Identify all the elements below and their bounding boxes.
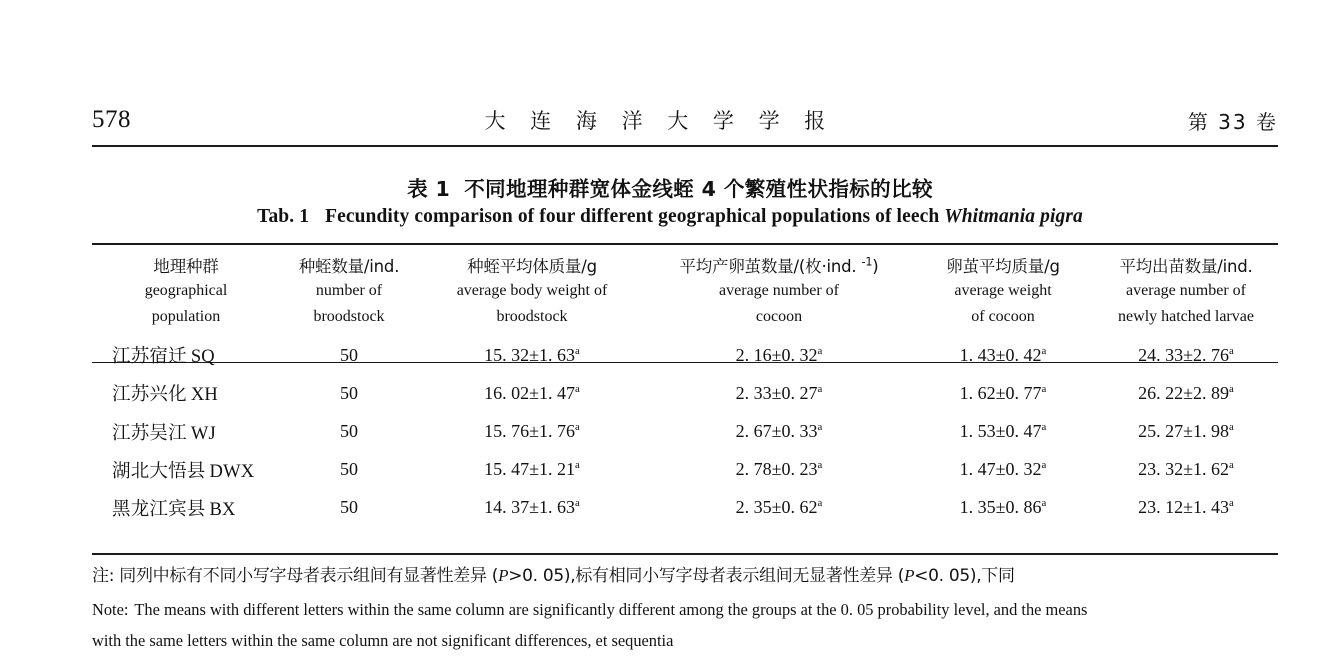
population-name: 湖北大悟县 — [112, 460, 206, 482]
page-number: 578 — [92, 106, 131, 133]
header-cn-cocoon-weight: 卵茧平均质量/g — [946, 257, 1060, 276]
population-name: 黑龙江宾县 — [112, 498, 206, 520]
table-number-en: Tab. 1 — [257, 206, 310, 227]
header-cn-broodstock-number: 种蛭数量/ind. — [298, 257, 400, 276]
note-cn-part1: 同列中标有不同小写字母者表示组间有显著性差异 ( — [119, 566, 499, 586]
cell-cocoon-number — [646, 489, 912, 527]
cell-cocoon-weight — [912, 489, 1094, 527]
value-cocoon-weight: 1. 35±0. 86 — [959, 497, 1042, 518]
header-en-population-line2: population — [151, 308, 221, 326]
cell-larvae-number — [1094, 374, 1278, 412]
header-cn-cocoon-number — [646, 256, 912, 278]
value-cocoon-weight: 1. 43±0. 42 — [959, 344, 1042, 365]
header-en-cocoon-weight-line2: of cocoon — [971, 308, 1035, 326]
table-notes — [92, 563, 1282, 656]
superscript-cocoon-number: a — [817, 382, 823, 395]
table-number-cn: 表 1 — [407, 177, 451, 201]
superscript-body-weight: a — [575, 421, 580, 434]
value-larvae-number: 24. 33±2. 76 — [1138, 344, 1230, 365]
header-en-broodstock-number-line1: number of — [315, 282, 383, 300]
table-row — [92, 412, 1278, 450]
population-name: 江苏吴江 — [112, 422, 187, 444]
note-cn-label: 注: — [92, 566, 115, 586]
volume-label: 第 33 卷 — [1187, 109, 1278, 134]
cell-cocoon-weight — [912, 451, 1094, 489]
table-caption-cn-text: 不同地理种群宽体金线蛭 4 个繁殖性状指标的比较 — [464, 177, 933, 201]
species-name: Whitmania pigra — [944, 206, 1083, 227]
superscript-body-weight: a — [575, 344, 580, 357]
cell-broodstock-number: 50 — [340, 459, 358, 480]
cell-broodstock-number: 50 — [340, 421, 358, 442]
value-cocoon-weight: 1. 47±0. 32 — [959, 459, 1042, 480]
header-en-population-line1: geographical — [144, 282, 228, 300]
superscript-cocoon-number: a — [817, 459, 823, 472]
column-header-body-weight — [418, 243, 646, 330]
value-larvae-number: 25. 27±1. 98 — [1138, 421, 1230, 442]
table-row — [92, 330, 1278, 374]
superscript-cocoon-number: a — [817, 421, 823, 434]
cell-broodstock-number: 50 — [340, 497, 358, 518]
cell-larvae-number — [1094, 412, 1278, 450]
table-caption-en-text: Fecundity comparison of four different geographical populations of leech — [325, 206, 940, 227]
cell-population — [92, 330, 280, 374]
value-larvae-number: 23. 32±1. 62 — [1138, 459, 1230, 480]
table-bottom-rule — [92, 553, 1278, 555]
cell-broodstock-number: 50 — [340, 382, 358, 403]
column-header-cocoon-weight — [912, 243, 1094, 330]
header-en-larvae-number-line1: average number of — [1126, 282, 1246, 300]
cell-larvae-number — [1094, 451, 1278, 489]
note-en-line2: with the same letters within the same column are not significant differences, et sequentia — [92, 630, 674, 650]
population-code: SQ — [190, 347, 215, 368]
cell-cocoon-number — [646, 412, 912, 450]
value-cocoon-number: 2. 78±0. 23 — [735, 459, 818, 480]
header-cn-cocoon-number-post: ) — [872, 257, 879, 276]
running-head — [92, 100, 1278, 140]
population-code: XH — [190, 385, 218, 406]
cell-cocoon-weight — [912, 374, 1094, 412]
cell-body-weight — [418, 412, 646, 450]
population-code: BX — [209, 499, 236, 520]
cell-cocoon-number — [646, 451, 912, 489]
header-en-larvae-number-line2: newly hatched larvae — [1118, 308, 1254, 326]
value-body-weight: 16. 02±1. 47 — [484, 382, 576, 403]
cell-population — [92, 451, 280, 489]
column-header-larvae-number — [1094, 243, 1278, 330]
value-body-weight: 15. 47±1. 21 — [484, 459, 576, 480]
header-cn-population: 地理种群 — [153, 257, 219, 276]
superscript-body-weight: a — [575, 497, 580, 510]
header-rule — [92, 145, 1278, 147]
table-header-row — [92, 243, 1278, 330]
value-cocoon-number: 2. 16±0. 32 — [735, 344, 818, 365]
superscript-cocoon-weight: a — [1041, 497, 1047, 510]
header-cn-body-weight: 种蛭平均体质量/g — [467, 257, 597, 276]
table-body — [92, 330, 1278, 527]
cell-body-weight — [418, 489, 646, 527]
value-larvae-number: 23. 12±1. 43 — [1138, 497, 1230, 518]
superscript-larvae-number: a — [1229, 497, 1234, 510]
cell-larvae-number — [1094, 330, 1278, 374]
header-en-body-weight-line1: average body weight of — [456, 282, 608, 300]
value-cocoon-number: 2. 67±0. 33 — [735, 421, 818, 442]
value-cocoon-weight: 1. 62±0. 77 — [959, 382, 1042, 403]
cell-population — [92, 412, 280, 450]
column-header-broodstock-number — [280, 243, 418, 330]
cell-larvae-number — [1094, 489, 1278, 527]
value-cocoon-number: 2. 33±0. 27 — [735, 382, 818, 403]
value-larvae-number: 26. 22±2. 89 — [1138, 382, 1230, 403]
superscript-body-weight: a — [575, 382, 580, 395]
header-en-cocoon-number-line2: cocoon — [755, 308, 803, 326]
superscript-cocoon-weight: a — [1041, 382, 1047, 395]
table-note-en — [92, 595, 1282, 656]
superscript-cocoon-weight: a — [1041, 421, 1047, 434]
table-caption-cn — [0, 172, 1340, 202]
header-cn-cocoon-number-exponent: -1 — [861, 255, 873, 269]
column-header-cocoon-number — [646, 243, 912, 330]
population-code: DWX — [209, 461, 255, 482]
superscript-cocoon-weight: a — [1041, 344, 1047, 357]
note-en-line1: The means with different letters within the same column are significantly different among the groups at the 0. 05 probability level, and the means — [134, 600, 1088, 620]
table-head — [92, 243, 1278, 330]
note-en-label: Note: — [92, 600, 129, 620]
header-en-broodstock-number-line2: broodstock — [313, 308, 385, 326]
table-caption-en — [0, 206, 1340, 228]
note-cn-p-symbol-2: P — [904, 566, 915, 585]
superscript-larvae-number: a — [1229, 382, 1234, 395]
value-cocoon-weight: 1. 53±0. 47 — [959, 421, 1042, 442]
header-cn-cocoon-number-pre: 平均产卵茧数量/(枚·ind. — [679, 257, 862, 276]
cell-body-weight — [418, 330, 646, 374]
population-name: 江苏宿迁 — [112, 346, 187, 368]
note-cn-part2: >0. 05),标有相同小写字母者表示组间无显著性差异 ( — [508, 566, 905, 586]
note-cn-part3: <0. 05),下同 — [914, 566, 1015, 586]
population-name: 江苏兴化 — [112, 384, 187, 406]
cell-cocoon-number — [646, 330, 912, 374]
cell-cocoon-weight — [912, 330, 1094, 374]
cell-population — [92, 374, 280, 412]
value-body-weight: 15. 32±1. 63 — [484, 344, 576, 365]
superscript-cocoon-number: a — [817, 344, 823, 357]
cell-broodstock-number: 50 — [340, 344, 358, 365]
superscript-cocoon-weight: a — [1041, 459, 1047, 472]
header-cn-larvae-number: 平均出苗数量/ind. — [1119, 257, 1253, 276]
population-code: WJ — [190, 423, 216, 444]
cell-population — [92, 489, 280, 527]
cell-body-weight — [418, 374, 646, 412]
header-en-cocoon-weight-line1: average weight — [954, 282, 1052, 300]
value-body-weight: 14. 37±1. 63 — [484, 497, 576, 518]
cell-cocoon-weight — [912, 412, 1094, 450]
journal-title: 大 连 海 洋 大 学 学 报 — [484, 109, 835, 133]
header-en-body-weight-line2: broodstock — [496, 308, 568, 326]
column-header-population — [92, 243, 280, 330]
table-row — [92, 374, 1278, 412]
superscript-larvae-number: a — [1229, 344, 1234, 357]
superscript-larvae-number: a — [1229, 421, 1234, 434]
cell-body-weight — [418, 451, 646, 489]
superscript-body-weight: a — [575, 459, 580, 472]
cell-cocoon-number — [646, 374, 912, 412]
fecundity-comparison-table — [92, 243, 1278, 527]
value-body-weight: 15. 76±1. 76 — [484, 421, 576, 442]
superscript-cocoon-number: a — [817, 497, 823, 510]
table-note-cn — [92, 563, 1282, 589]
superscript-larvae-number: a — [1229, 459, 1234, 472]
table-row — [92, 489, 1278, 527]
value-cocoon-number: 2. 35±0. 62 — [735, 497, 818, 518]
table-row — [92, 451, 1278, 489]
note-cn-p-symbol-1: P — [498, 566, 509, 585]
header-en-cocoon-number-line1: average number of — [719, 282, 839, 300]
